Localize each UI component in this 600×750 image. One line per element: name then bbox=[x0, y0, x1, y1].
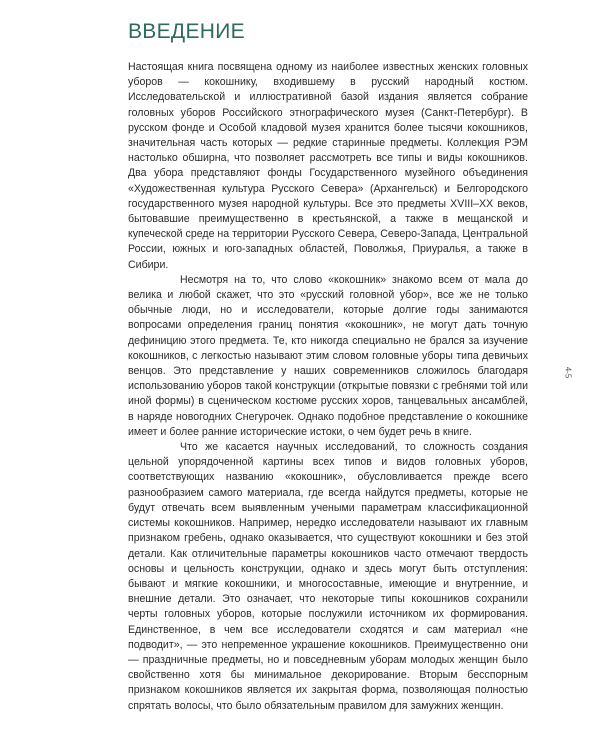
paragraph-3: Что же касается научных исследований, то сложность создания цельной упорядоченной картины всех типов и видов головных уборов, соответствующих названию «кокошник», обусловливается прежде всего разнообразием самого материала, где всегда найдутся предметы, которые не будут отвечать всем выявленным учеными параметрам классификационной системы кокошников. Например, нередко исследователи называют их главным признаком гребень, однако оказывается, что существуют кокошники и без этой детали. Как отличительные параметры кокошников часто отмечают твердость основы и цельность конструкции, однако и здесь могут быть отступления: бывают и мягкие кокошники, и многосоставные, имеющие и внутренние, и внешние детали. Это означает, что некоторые типы кокошников сохранили черты головных уборов, которые послужили источником их формирования. Единственное, в чем все исследователи сходятся и сам материал «не подводит», — это непременное украшение кокошников. Преимущественно они — праздничные предметы, но и повседневным уборам молодых женщин было свойственно хотя бы минимальное декорирование. Вторым бесспорным признаком кокошников является их закрытая форма, позволяющая полностью спрятать волосы, что было обязательным правилом для замужних женщин. bbox=[128, 441, 528, 712]
page-number: 4-5 bbox=[563, 366, 573, 379]
paragraph-1: Настоящая книга посвящена одному из наиболее известных женских головных уборов — кокошнику, входившему в русский народный костюм. Исследовательской и иллюстративной базой издания является собрание головных уборов Российского этнографического музея (Санкт-Петербург). В русском фонде и Особой кладовой музея хранится более тысячи кокошников, значительная часть которых — редкие старинные предметы. Коллекция РЭМ настолько обширна, что позволяет рассмотреть все типы и виды кокошников. Два убора представляют фонды Государственного музейного объединения «Художественная культура Русского Севера» (Архангельск) и Белгородского государственного музея народной культуры. Все это предметы XVIII–XX веков, бытовавшие преимущественно в крестьянской, а также в мещанской и купеческой среде на территории Русского Севера, Северо-Запада, Центральной России, южных и юго-западных областей, Поволжья, Приуралья, а также в Сибири. bbox=[128, 61, 528, 271]
body-text bbox=[128, 60, 528, 714]
paragraph-2: Несмотря на то, что слово «кокошник» знакомо всем от мала до велика и любой скажет, что это «русский головной убор», все же не только обычные люди, но и исследователи, которые долгие годы занимаются вопросами определения границ понятия «кокошник», не могут дать точную дефиницию этого предмета. Те, кто никогда специально не брался за изучение кокошников, с легкостью называют этим словом головные уборы типа девичьих венцов. Это представление у наших современников сложилось благодаря использованию уборов такой конструкции (открытые повязки с гребнями той или иной формы) в сценическом костюме русских хоров, танцевальных ансамблей, в нарядe новогодних Снегурочек. Однако подобное представление о кокошнике имеет и более ранние исторические истоки, о чем будет речь в книге. bbox=[128, 273, 528, 438]
section-heading: ВВЕДЕНИЕ bbox=[128, 20, 245, 43]
